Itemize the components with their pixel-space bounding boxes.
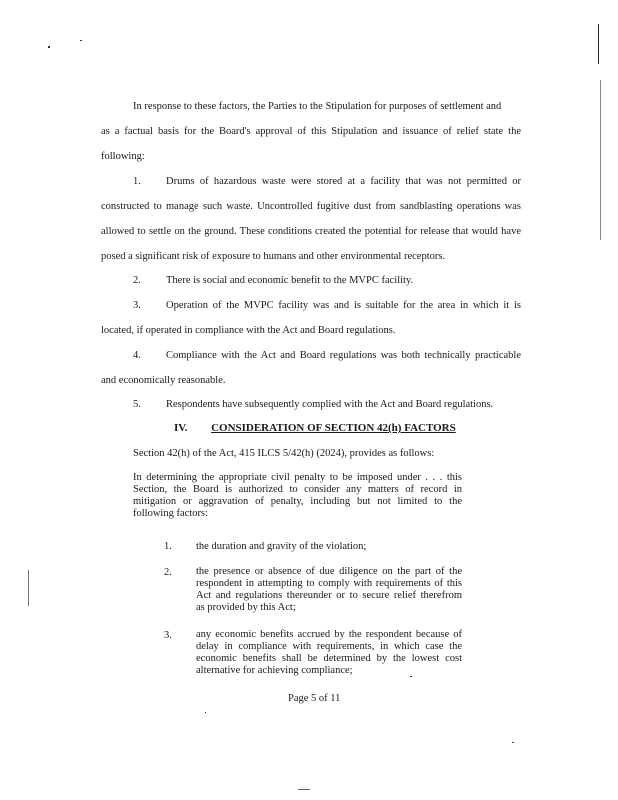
section-heading-number: IV. [174,422,188,434]
factor-3-line-4: alternative for achieving compliance; [196,665,353,676]
block-quote [133,472,462,520]
scan-edge-line [600,80,601,240]
finding-1-line-1: Drums of hazardous waste were stored at a facility that was not permitted or [166,176,521,187]
scan-edge-line [28,570,29,606]
finding-5-number: 5. [133,399,141,410]
intro-line-3: following: [101,151,145,162]
finding-3-line-1: Operation of the MVPC facility was and is suitable for the area in which it is [166,300,521,311]
finding-2-line-1: There is social and economic benefit to the MVPC facility. [166,275,414,286]
finding-1-line-4: posed a significant risk of exposure to humans and other environmental receptors. [101,251,446,262]
scan-speck [80,40,82,41]
factor-3-text [196,629,462,677]
factor-2-text [196,566,462,614]
finding-4-number: 4. [133,350,141,361]
scan-speck [298,789,310,790]
finding-1-number: 1. [133,176,141,187]
finding-1-line-3: allowed to settle on the ground. These conditions created the potential for release that would have [101,226,521,237]
finding-3-number: 3. [133,300,141,311]
factor-3-line-2: delay in compliance with requirements, in which case the [196,641,462,652]
factor-2-line-4: as provided by this Act; [196,602,296,613]
section-heading-title: CONSIDERATION OF SECTION 42(h) FACTORS [211,422,456,434]
factor-3-number: 3. [164,630,172,641]
quote-line-1: In determining the appropriate civil penalty to be imposed under . . . this [133,472,462,483]
finding-1-line-2: constructed to manage such waste. Uncontrolled fugitive dust from sandblasting operations was [101,201,521,212]
factor-2-number: 2. [164,567,172,578]
scan-speck [512,742,514,743]
factor-2-line-3: Act and regulations thereunder or to secure relief therefrom [196,590,462,601]
scan-speck [205,712,206,713]
factor-2-line-2: respondent in attempting to comply with requirements of this [196,578,462,589]
factor-3-line-1: any economic benefits accrued by the respondent because of [196,629,462,640]
intro-line-1: In response to these factors, the Parties to the Stipulation for purposes of settlement and [133,101,502,112]
finding-3-line-2: located, if operated in compliance with the Act and Board regulations. [101,325,396,336]
scan-edge-line [598,24,599,64]
page-number-footer: Page 5 of 11 [288,693,341,704]
finding-5-line-1: Respondents have subsequently complied with the Act and Board regulations. [166,399,494,410]
section-intro: Section 42(h) of the Act, 415 ILCS 5/42(h) (2024), provides as follows: [133,448,435,459]
factor-1-number: 1. [164,541,172,552]
finding-4-line-1: Compliance with the Act and Board regulations was both technically practicable [166,350,521,361]
scan-speck [410,676,412,677]
factor-2-line-1: the presence or absence of due diligence on the part of the [196,566,462,577]
scan-speck [48,46,50,48]
intro-line-2: as a factual basis for the Board's approval of this Stipulation and issuance of relief state the [101,126,521,137]
factor-3-line-3: economic benefits shall be determined by the lowest cost [196,653,462,664]
quote-line-3: mitigation or aggravation of penalty, including but not limited to the [133,496,462,507]
section-heading [174,422,456,434]
finding-4-line-2: and economically reasonable. [101,375,226,386]
factor-1-line-1: the duration and gravity of the violation; [196,541,367,552]
quote-line-4: following factors: [133,508,208,519]
quote-line-2: Section, the Board is authorized to consider any matters of record in [133,484,462,495]
finding-2-number: 2. [133,275,141,286]
